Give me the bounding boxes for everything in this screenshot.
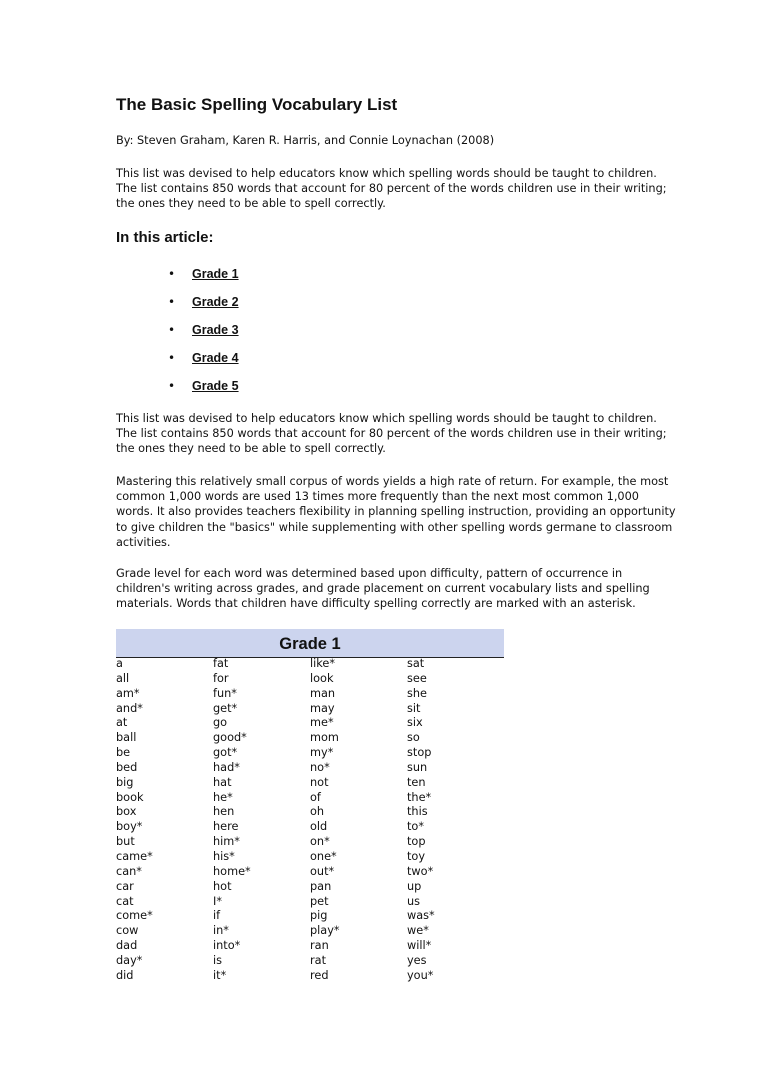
- word-cell: boy*: [116, 820, 143, 834]
- word-cell: old: [310, 820, 328, 834]
- word-cell: no*: [310, 760, 330, 774]
- word-cell: hot: [213, 879, 232, 893]
- word-cell: pet: [310, 894, 329, 908]
- word-cell: ball: [116, 731, 137, 745]
- word-cell: in*: [213, 924, 229, 938]
- word-cell: we*: [407, 924, 429, 938]
- word-cell: pan: [310, 879, 332, 893]
- word-cell: see: [407, 671, 427, 685]
- word-cell: us: [407, 894, 421, 908]
- body-line: Mastering this relatively small corpus of words yields a high rate of return. For example, the most: [116, 475, 669, 488]
- word-cell: mom: [310, 731, 339, 745]
- word-cell: oh: [310, 805, 325, 819]
- word-cell: he*: [213, 790, 233, 804]
- word-cell: car: [116, 879, 134, 893]
- word-cell: to*: [407, 820, 424, 834]
- word-cell: him*: [213, 835, 240, 849]
- bullet-icon: •: [168, 295, 176, 309]
- body-line: the ones they need to be able to spell correctly.: [116, 442, 386, 456]
- word-column-4: [407, 657, 503, 984]
- word-cell: can*: [116, 864, 142, 878]
- word-cell: me*: [310, 716, 334, 730]
- intro-paragraph: [116, 166, 667, 212]
- body-line: materials. Words that children have difficulty spelling correctly are marked with an asterisk.: [116, 597, 636, 611]
- word-cell: my*: [310, 746, 334, 760]
- body-line: words. It also provides teachers flexibility in planning spelling instruction, providing an opportunity: [116, 505, 676, 519]
- word-cell: hen: [213, 805, 235, 819]
- word-cell: may: [310, 701, 335, 715]
- word-cell: stop: [407, 746, 432, 760]
- body-line: Grade level for each word was determined based upon difficulty, pattern of occurrence in: [116, 567, 623, 580]
- body-line: This list was devised to help educators know which spelling words should be taught to children.: [116, 412, 657, 425]
- document-title: The Basic Spelling Vocabulary List: [116, 95, 398, 114]
- word-cell: sit: [407, 701, 421, 715]
- word-cell: it*: [213, 968, 227, 982]
- body-line: children's writing across grades, and grade placement on current vocabulary lists and spelling: [116, 582, 650, 596]
- word-cell: like*: [310, 657, 336, 670]
- word-cell: into*: [213, 939, 241, 953]
- body-paragraph-2: [116, 474, 676, 550]
- word-cell: red: [310, 968, 329, 982]
- author-byline: By: Steven Graham, Karen R. Harris, and Connie Loynachan (2008): [116, 134, 495, 147]
- toc-link-grade-1[interactable]: Grade 1: [192, 267, 239, 281]
- word-cell: hat: [213, 775, 232, 789]
- word-column-3: [310, 657, 406, 984]
- word-cell: am*: [116, 686, 140, 700]
- word-cell: and*: [116, 701, 143, 715]
- word-cell: here: [213, 820, 239, 834]
- word-cell: play*: [310, 924, 340, 938]
- word-cell: had*: [213, 760, 240, 774]
- grade-1-title: Grade 1: [279, 635, 341, 653]
- toc-link-grade-3[interactable]: Grade 3: [192, 323, 239, 337]
- word-column-2: [213, 657, 309, 984]
- bullet-icon: •: [168, 323, 176, 337]
- word-cell: of: [310, 790, 321, 804]
- word-cell: she: [407, 686, 427, 700]
- word-cell: come*: [116, 909, 153, 923]
- word-cell: for: [213, 671, 229, 685]
- word-cell: a: [116, 657, 123, 670]
- word-cell: yes: [407, 953, 427, 967]
- toc-item: [116, 292, 416, 312]
- word-cell: pig: [310, 909, 328, 923]
- word-cell: sun: [407, 760, 428, 774]
- word-cell: two*: [407, 864, 434, 878]
- word-cell: did: [116, 968, 134, 982]
- toc-item: [116, 264, 416, 284]
- word-cell: is: [213, 953, 223, 967]
- word-column-1: [116, 657, 212, 984]
- word-cell: the*: [407, 790, 432, 804]
- toc-item: [116, 376, 416, 396]
- intro-line: the ones they need to be able to spell correctly.: [116, 197, 386, 211]
- word-cell: not: [310, 775, 329, 789]
- word-cell: look: [310, 671, 334, 685]
- intro-line: This list was devised to help educators know which spelling words should be taught to children.: [116, 167, 657, 180]
- word-cell: top: [407, 835, 426, 849]
- word-cell: will*: [407, 939, 432, 953]
- bullet-icon: •: [168, 267, 176, 281]
- word-cell: sat: [407, 657, 425, 670]
- word-cell: man: [310, 686, 336, 700]
- word-cell: be: [116, 746, 131, 760]
- word-cell: all: [116, 671, 130, 685]
- word-cell: one*: [310, 849, 337, 863]
- toc-link-grade-5[interactable]: Grade 5: [192, 379, 239, 393]
- word-cell: was*: [407, 909, 435, 923]
- body-line: common 1,000 words are used 13 times more frequently than the next most common 1,000: [116, 490, 639, 504]
- word-cell: book: [116, 790, 144, 804]
- word-cell: got*: [213, 746, 238, 760]
- word-cell: home*: [213, 864, 251, 878]
- word-cell: this: [407, 805, 428, 819]
- toc-item: [116, 320, 416, 340]
- word-cell: six: [407, 716, 423, 730]
- intro-line: The list contains 850 words that account for 80 percent of the words children use in their writing;: [116, 182, 667, 196]
- word-cell: box: [116, 805, 137, 819]
- word-cell: came*: [116, 849, 153, 863]
- word-cell: big: [116, 775, 134, 789]
- word-cell: you*: [407, 968, 434, 982]
- grade-1-header: [116, 629, 504, 658]
- word-cell: so: [407, 731, 420, 745]
- word-cell: good*: [213, 731, 247, 745]
- body-paragraph-3: [116, 566, 656, 612]
- toc-item: [116, 348, 416, 368]
- word-cell: at: [116, 716, 128, 730]
- word-cell: go: [213, 716, 228, 730]
- section-heading: In this article:: [116, 229, 214, 246]
- word-cell: fun*: [213, 686, 237, 700]
- body-paragraph-1: [116, 411, 667, 457]
- word-cell: fat: [213, 657, 229, 670]
- word-cell: rat: [310, 953, 326, 967]
- word-cell: dad: [116, 939, 138, 953]
- word-cell: up: [407, 879, 422, 893]
- toc-link-grade-2[interactable]: Grade 2: [192, 295, 239, 309]
- word-cell: ran: [310, 939, 329, 953]
- word-cell: ten: [407, 775, 426, 789]
- word-cell: I*: [213, 894, 222, 908]
- body-line: The list contains 850 words that account for 80 percent of the words children use in their writing;: [116, 427, 667, 441]
- bullet-icon: •: [168, 351, 176, 365]
- toc-link-grade-4[interactable]: Grade 4: [192, 351, 239, 365]
- word-cell: but: [116, 835, 135, 849]
- word-cell: on*: [310, 835, 330, 849]
- bullet-icon: •: [168, 379, 176, 393]
- word-cell: cow: [116, 924, 139, 938]
- body-line: to give children the "basics" while supplementing with other spelling words germane to classroom: [116, 520, 673, 534]
- word-cell: bed: [116, 760, 138, 774]
- word-cell: his*: [213, 849, 235, 863]
- word-cell: day*: [116, 953, 143, 967]
- body-line: activities.: [116, 535, 171, 549]
- word-cell: toy: [407, 849, 426, 863]
- word-cell: cat: [116, 894, 134, 908]
- word-cell: get*: [213, 701, 238, 715]
- word-cell: if: [213, 909, 221, 923]
- word-cell: out*: [310, 864, 335, 878]
